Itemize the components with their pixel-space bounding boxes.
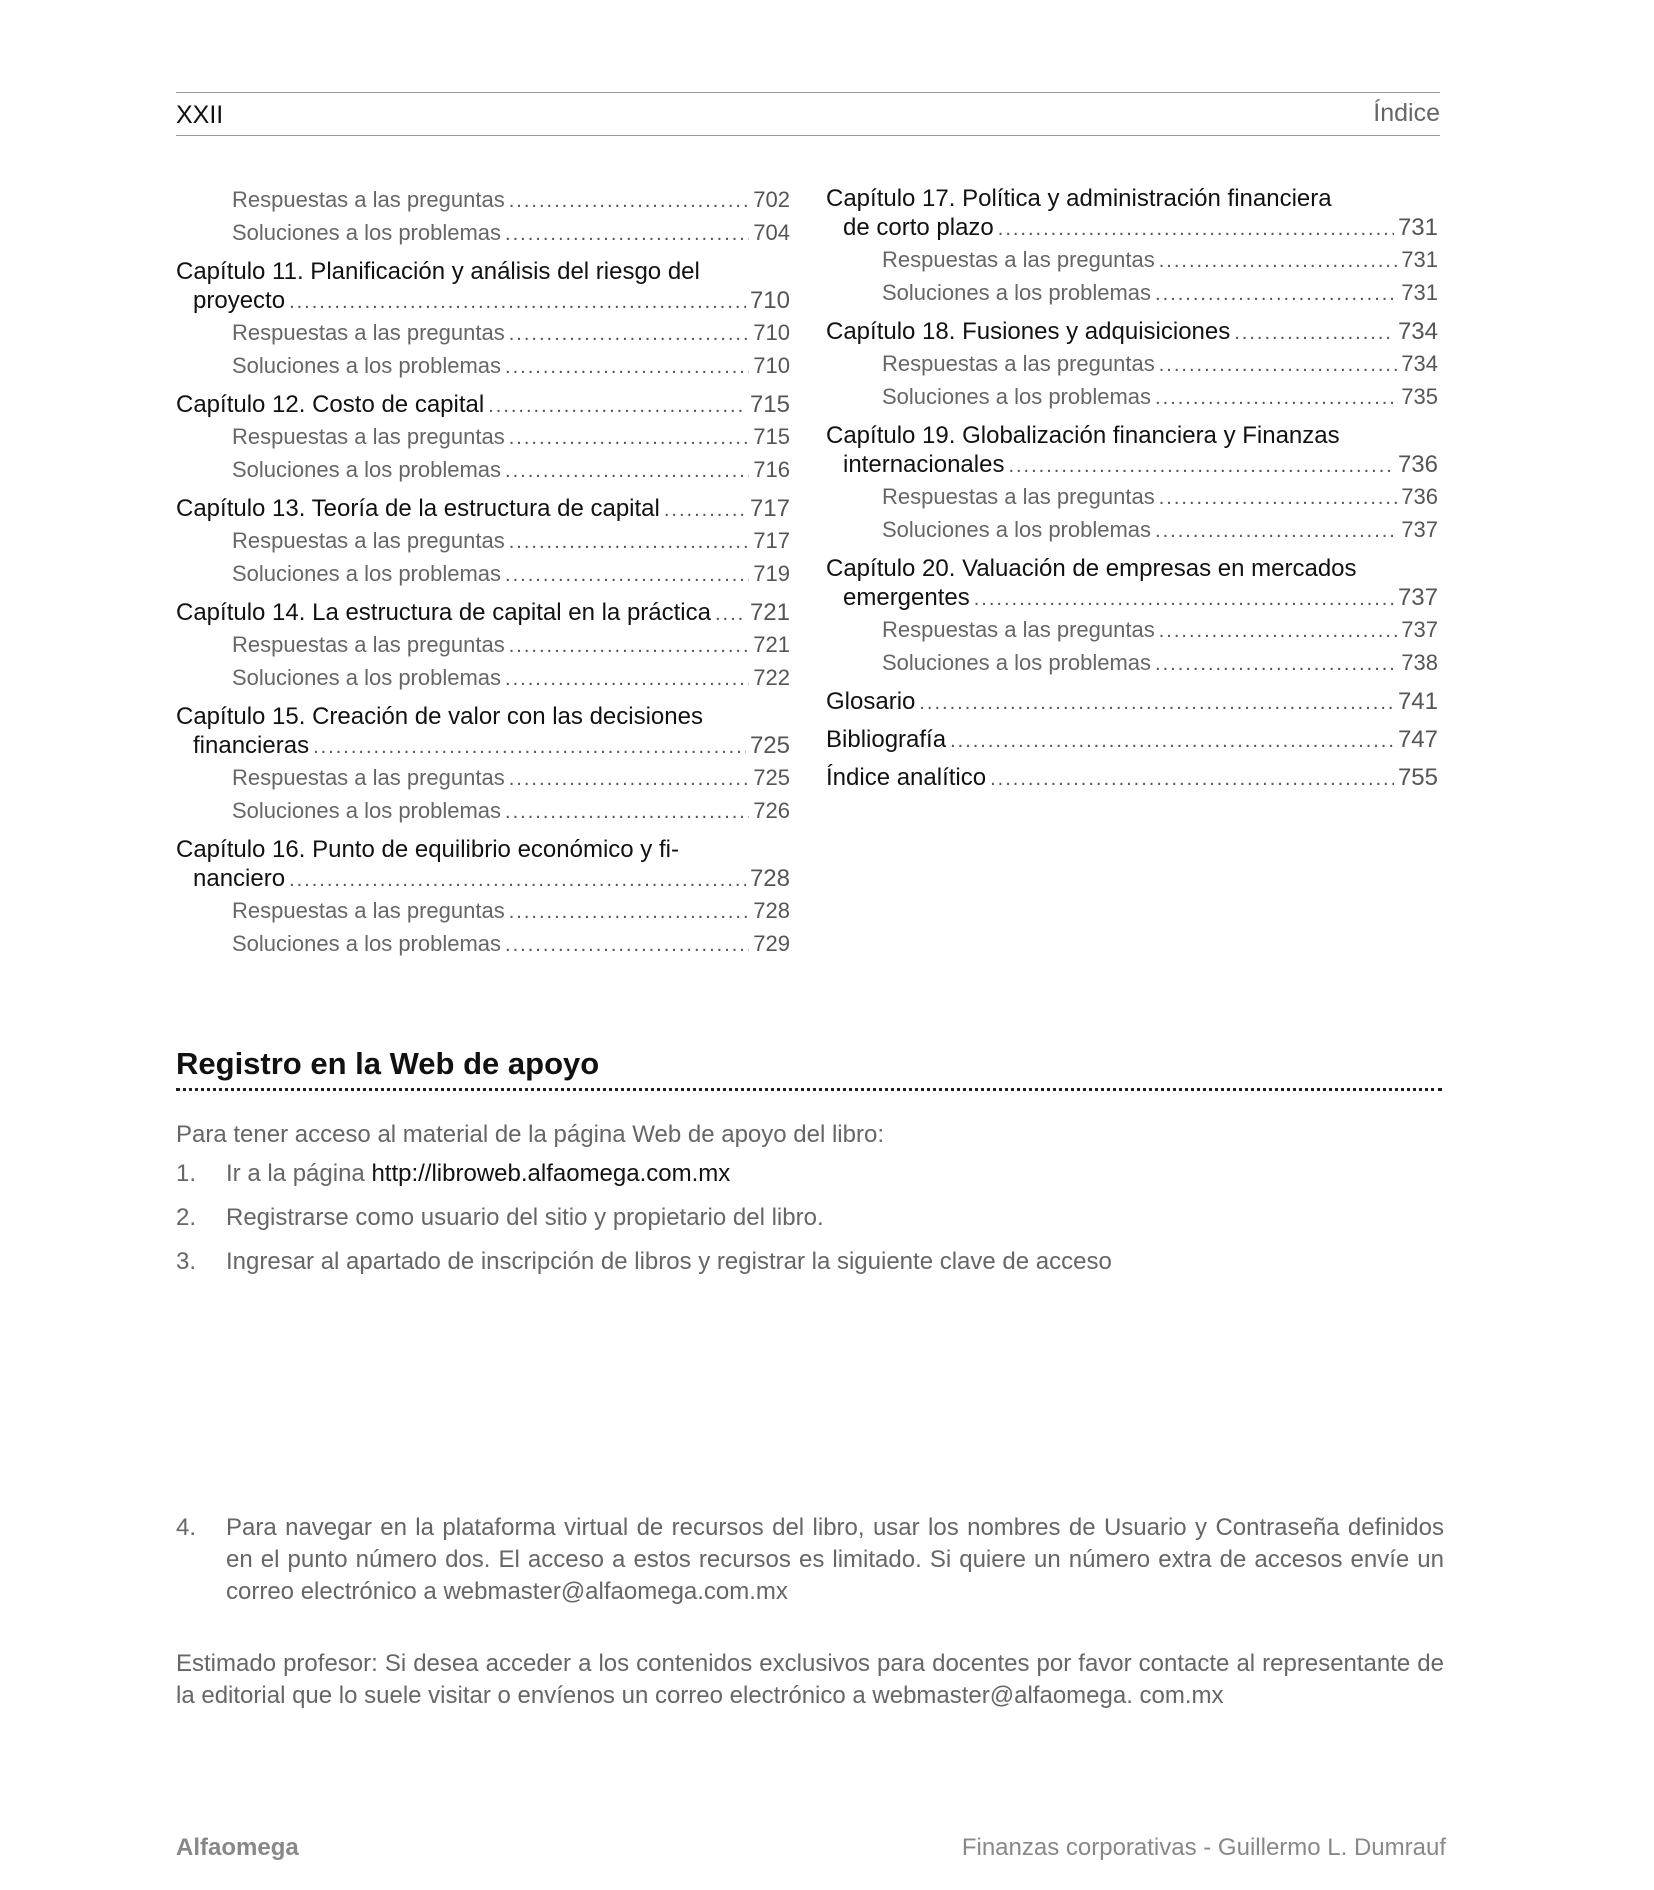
dot-leader — [1159, 349, 1398, 381]
dot-leader — [950, 727, 1394, 756]
dot-leader — [1155, 382, 1397, 414]
page-number: XXII — [176, 101, 224, 129]
web-section-title: Registro en la Web de apoyo — [176, 1046, 600, 1081]
toc-sub-entry[interactable] — [176, 558, 790, 591]
page-number: 725 — [749, 732, 790, 759]
dot-leader — [509, 763, 750, 795]
step-text: Ingresar al apartado de inscripción de libros y registrar la siguiente clave de acceso — [226, 1248, 1112, 1275]
sub-entry-label: Soluciones a los problemas — [232, 665, 502, 690]
toc-entry — [176, 835, 790, 961]
page-number: 737 — [1401, 517, 1438, 542]
toc-entry — [826, 725, 1438, 756]
page-number: 710 — [753, 353, 790, 378]
page-number: 721 — [749, 599, 790, 626]
toc-sub-entry[interactable] — [176, 662, 790, 695]
web-intro: Para tener acceso al material de la página Web de apoyo del libro: — [176, 1121, 884, 1148]
page-number: 734 — [1401, 351, 1438, 376]
dot-leader — [289, 288, 746, 317]
toc-sub-entry[interactable] — [176, 454, 790, 487]
chapter-line[interactable] — [826, 725, 1438, 756]
chapter-title: Índice analítico — [826, 764, 987, 791]
page-number: 734 — [1397, 318, 1438, 345]
sub-entry-label: Soluciones a los problemas — [882, 650, 1152, 675]
chapter-line[interactable] — [176, 390, 790, 421]
page-number: 702 — [753, 187, 790, 212]
sub-entry-label: Respuestas a las preguntas — [882, 617, 1155, 642]
dot-leader — [509, 526, 750, 558]
section-name: Índice — [1373, 99, 1440, 127]
toc-sub-entry[interactable] — [176, 762, 790, 795]
step-text — [226, 1158, 1444, 1190]
page-number: 704 — [753, 220, 790, 245]
dot-leader — [1159, 245, 1398, 277]
dot-leader — [505, 663, 749, 695]
toc-sub-entry[interactable] — [176, 217, 790, 250]
chapter-title: Capítulo 13. Teoría de la estructura de capital — [176, 495, 660, 522]
toc-sub-entry[interactable] — [176, 184, 790, 217]
footer-book-title: Finanzas corporativas - Guillermo L. Dumrauf — [961, 1834, 1446, 1861]
dot-leader — [715, 600, 746, 629]
toc-sub-entry[interactable] — [826, 244, 1438, 277]
chapter-line[interactable] — [176, 286, 790, 317]
page-number: 737 — [1397, 584, 1438, 611]
toc-sub-entry[interactable] — [826, 481, 1438, 514]
page-number: 725 — [753, 765, 790, 790]
chapter-line[interactable] — [176, 598, 790, 629]
dot-leader — [313, 733, 746, 762]
page-number: 729 — [753, 931, 790, 956]
chapter-title-cont: de corto plazo — [843, 214, 994, 241]
chapter-title-cont: nanciero — [193, 865, 286, 892]
dot-leader — [505, 929, 749, 961]
toc-sub-entry[interactable] — [826, 614, 1438, 647]
page-number: 710 — [753, 320, 790, 345]
toc-entry — [176, 494, 790, 591]
libroweb-link[interactable]: http://libroweb.alfaomega.com.mx — [371, 1160, 731, 1187]
toc-sub-entry[interactable] — [176, 795, 790, 828]
sub-entry-label: Respuestas a las preguntas — [882, 351, 1155, 376]
step-number: 2. — [176, 1204, 197, 1231]
page-number: 747 — [1397, 726, 1438, 753]
chapter-title[interactable]: Capítulo 19. Globalización financiera y Finanzas — [826, 422, 1340, 449]
dot-leader — [1234, 319, 1394, 348]
page-number: 735 — [1401, 384, 1438, 409]
sub-entry-label: Soluciones a los problemas — [882, 384, 1152, 409]
chapter-title-cont: proyecto — [193, 287, 286, 314]
dot-leader — [1155, 515, 1397, 547]
step-text: Para navegar en la plataforma virtual de recursos del libro, usar los nombres de Usuario y Contraseña definidos en el punto número dos. El acceso a estos recursos es limitado. Si quiere un número extra de accesos envíe un correo electrónico a webmaster@alfaomega.com.mx — [226, 1514, 1444, 1605]
chapter-title[interactable]: Capítulo 16. Punto de equilibrio económico y fi- — [176, 836, 679, 863]
dot-leader — [488, 392, 746, 421]
page-number: 731 — [1401, 280, 1438, 305]
page-number: 738 — [1401, 650, 1438, 675]
professor-note: Estimado profesor: Si desea acceder a los contenidos exclusivos para docentes por favor contacte al representante de la editorial que lo suele visitar o envíenos un correo electrónico a webmaster@alfaomega. com.mx — [176, 1650, 1444, 1709]
chapter-title: Capítulo 14. La estructura de capital en la práctica — [176, 599, 711, 626]
page-number: 717 — [753, 528, 790, 553]
toc-entry — [176, 390, 790, 487]
toc-entry — [826, 421, 1438, 547]
toc-sub-entry[interactable] — [176, 629, 790, 662]
running-header — [176, 92, 1440, 136]
page-number: 736 — [1397, 451, 1438, 478]
page-number: 722 — [753, 665, 790, 690]
dot-leader — [505, 796, 749, 828]
toc-sub-entry[interactable] — [176, 895, 790, 928]
toc-sub-entry[interactable] — [176, 317, 790, 350]
chapter-line[interactable] — [826, 213, 1438, 244]
page-number: 755 — [1397, 764, 1438, 791]
chapter-line[interactable] — [826, 317, 1438, 348]
sub-entry-label: Respuestas a las preguntas — [232, 765, 505, 790]
sub-entry-label: Soluciones a los problemas — [882, 517, 1152, 542]
sub-entry-label: Respuestas a las preguntas — [882, 247, 1155, 272]
sub-entry-label: Soluciones a los problemas — [882, 280, 1152, 305]
dot-leader — [1155, 648, 1397, 680]
page-number: 719 — [753, 561, 790, 586]
chapter-title[interactable]: Capítulo 15. Creación de valor con las decisiones — [176, 703, 703, 730]
sub-entry-label: Soluciones a los problemas — [232, 457, 502, 482]
sub-entry-label: Respuestas a las preguntas — [232, 898, 505, 923]
sub-entry-label: Respuestas a las preguntas — [232, 187, 505, 212]
chapter-line[interactable] — [176, 864, 790, 895]
toc-sub-entry[interactable] — [826, 647, 1438, 680]
dot-leader — [1155, 278, 1397, 310]
dot-leader — [505, 559, 749, 591]
toc-sub-entry[interactable] — [176, 928, 790, 961]
chapter-line[interactable] — [826, 450, 1438, 481]
toc-left-column — [176, 184, 790, 968]
toc-entry — [826, 554, 1438, 680]
step-text-label: Ir a la página — [226, 1160, 372, 1187]
dot-leader — [509, 318, 750, 350]
page-number: 737 — [1401, 617, 1438, 642]
chapter-title-cont: emergentes — [843, 584, 970, 611]
page-number: 731 — [1397, 214, 1438, 241]
sub-entry-label: Respuestas a las preguntas — [232, 632, 505, 657]
toc-entry — [176, 257, 790, 383]
footer-publisher: Alfaomega — [176, 1834, 299, 1861]
toc-entry — [176, 184, 790, 250]
dot-leader — [509, 422, 750, 454]
step-number: 4. — [176, 1514, 197, 1541]
toc-sub-entry[interactable] — [826, 348, 1438, 381]
toc-sub-entry[interactable] — [826, 381, 1438, 414]
dot-leader — [1159, 482, 1398, 514]
page-number: 728 — [753, 898, 790, 923]
toc-entry — [826, 184, 1438, 310]
page-number: 728 — [749, 865, 790, 892]
sub-entry-label: Respuestas a las preguntas — [232, 424, 505, 449]
toc-entry — [826, 687, 1438, 718]
page-number: 736 — [1401, 484, 1438, 509]
toc-sub-entry[interactable] — [176, 350, 790, 383]
dot-leader — [919, 689, 1394, 718]
dot-leader — [509, 630, 750, 662]
sub-entry-label: Respuestas a las preguntas — [882, 484, 1155, 509]
dot-leader — [505, 218, 749, 250]
chapter-title: Capítulo 12. Costo de capital — [176, 391, 485, 418]
dot-leader — [505, 351, 749, 383]
toc-sub-entry[interactable] — [176, 525, 790, 558]
chapter-title: Bibliografía — [826, 726, 947, 753]
toc-right-column — [826, 184, 1438, 801]
chapter-title-cont: internacionales — [843, 451, 1005, 478]
page-number: 721 — [753, 632, 790, 657]
toc-entry — [826, 317, 1438, 414]
toc-sub-entry[interactable] — [826, 277, 1438, 310]
chapter-title[interactable]: Capítulo 11. Planificación y análisis del riesgo del — [176, 258, 700, 285]
chapter-title[interactable]: Capítulo 17. Política y administración financiera — [826, 185, 1332, 212]
page-number: 715 — [753, 424, 790, 449]
sub-entry-label: Soluciones a los problemas — [232, 561, 502, 586]
dot-leader — [1159, 615, 1398, 647]
dotted-rule — [176, 1088, 1442, 1091]
sub-entry-label: Soluciones a los problemas — [232, 798, 502, 823]
chapter-line[interactable] — [176, 494, 790, 525]
step-text: Registrarse como usuario del sitio y propietario del libro. — [226, 1204, 824, 1231]
sub-entry-label: Soluciones a los problemas — [232, 353, 502, 378]
sub-entry-label: Soluciones a los problemas — [232, 220, 502, 245]
chapter-line[interactable] — [176, 731, 790, 762]
chapter-title: Glosario — [826, 688, 916, 715]
sub-entry-label: Respuestas a las preguntas — [232, 528, 505, 553]
page-number: 715 — [749, 391, 790, 418]
step-number: 1. — [176, 1160, 197, 1187]
dot-leader — [664, 496, 746, 525]
dot-leader — [505, 455, 749, 487]
page-number: 710 — [749, 287, 790, 314]
toc-entry — [176, 598, 790, 695]
chapter-line[interactable] — [826, 687, 1438, 718]
page-number: 726 — [753, 798, 790, 823]
page-number: 731 — [1401, 247, 1438, 272]
step-number: 3. — [176, 1248, 197, 1275]
chapter-line[interactable] — [826, 763, 1438, 794]
dot-leader — [509, 185, 750, 217]
toc-sub-entry[interactable] — [176, 421, 790, 454]
sub-entry-label: Respuestas a las preguntas — [232, 320, 505, 345]
dot-leader — [974, 585, 1394, 614]
toc-entry — [176, 702, 790, 828]
page-number: 717 — [749, 495, 790, 522]
chapter-title[interactable]: Capítulo 20. Valuación de empresas en mercados — [826, 555, 1357, 582]
toc-entry — [826, 763, 1438, 794]
dot-leader — [998, 215, 1394, 244]
dot-leader — [990, 765, 1394, 794]
dot-leader — [1008, 452, 1394, 481]
chapter-line[interactable] — [826, 583, 1438, 614]
dot-leader — [289, 866, 746, 895]
page-number: 741 — [1397, 688, 1438, 715]
chapter-title: Capítulo 18. Fusiones y adquisiciones — [826, 318, 1231, 345]
page-number: 716 — [753, 457, 790, 482]
dot-leader — [509, 896, 750, 928]
chapter-title-cont: financieras — [193, 732, 310, 759]
sub-entry-label: Soluciones a los problemas — [232, 931, 502, 956]
toc-sub-entry[interactable] — [826, 514, 1438, 547]
